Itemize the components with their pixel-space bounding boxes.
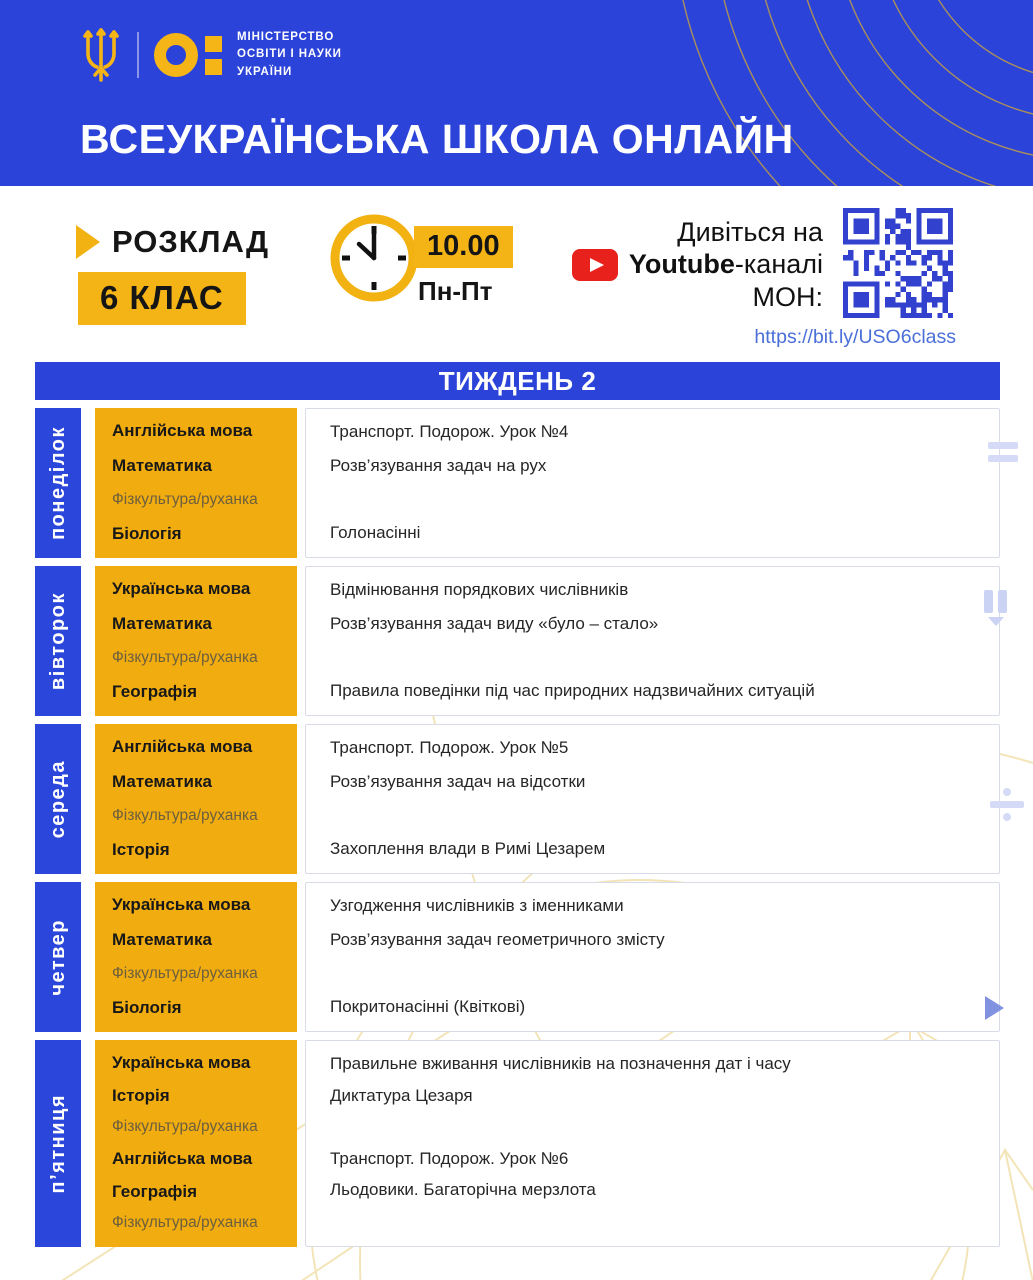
lesson-topic: Захоплення влади в Римі Цезарем xyxy=(330,838,606,858)
subject-label: Українська мова xyxy=(112,1053,251,1072)
lesson-topic: Транспорт. Подорож. Урок №4 xyxy=(330,422,569,441)
schedule-table xyxy=(35,408,1000,1247)
subject-label: Англійська мова xyxy=(112,421,253,440)
class-label: 6 КЛАС xyxy=(78,272,246,325)
clock-icon xyxy=(328,212,420,309)
time-label: 10.00 xyxy=(414,226,513,268)
subject-label: Математика xyxy=(112,771,212,791)
mon-logo-icon xyxy=(154,33,222,77)
watch-suffix: -каналі xyxy=(734,249,823,280)
youtube-icon xyxy=(572,249,618,281)
watch-text xyxy=(565,216,823,313)
subject-label: Біологія xyxy=(112,523,182,543)
lesson-topic: Покритонасінні (Квіткові) xyxy=(330,996,526,1016)
subject-label: Фізкультура/руханка xyxy=(112,648,258,666)
lesson-topic: Диктатура Цезаря xyxy=(330,1085,473,1105)
lesson-topic: Відмінювання порядкових числівників xyxy=(330,580,629,599)
subject-label: Історія xyxy=(112,1085,170,1105)
subject-label: Математика xyxy=(112,929,212,949)
subject-box xyxy=(95,566,297,716)
qr-code xyxy=(843,208,953,318)
subject-label: Фізкультура/руханка xyxy=(112,490,258,508)
lesson-topic: Транспорт. Подорож. Урок №6 xyxy=(330,1148,569,1168)
lesson-topic xyxy=(330,805,981,825)
subject-label: Українська мова xyxy=(112,895,251,914)
watch-line3: МОН: xyxy=(752,281,823,312)
day-block xyxy=(35,882,1000,1032)
subject-label: Географія xyxy=(112,681,198,701)
time-group xyxy=(414,226,513,307)
subject-label: Англійська мова xyxy=(112,1149,253,1169)
subject-label: Фізкультура/руханка xyxy=(112,1118,258,1136)
day-block xyxy=(35,724,1000,874)
subject-label: Англійська мова xyxy=(112,737,253,756)
subject-box xyxy=(95,408,297,558)
topic-box xyxy=(305,724,1000,874)
subject-label: Історія xyxy=(112,839,170,859)
days-range-label: Пн-Пт xyxy=(418,276,493,306)
topic-box xyxy=(305,566,1000,716)
topic-box xyxy=(305,1040,1000,1247)
ministry-line: ОСВІТИ І НАУКИ xyxy=(237,48,342,61)
lesson-topic xyxy=(330,1212,981,1232)
subject-box xyxy=(95,1040,297,1247)
header-banner xyxy=(0,0,1033,186)
ministry-logo xyxy=(80,26,342,84)
week-banner: ТИЖДЕНЬ 2 xyxy=(35,362,1000,400)
subject-label: Математика xyxy=(112,455,212,475)
subject-label: Українська мова xyxy=(112,579,251,598)
logo-divider xyxy=(137,32,139,78)
lesson-topic: Узгодження числівників з іменниками xyxy=(330,896,624,915)
day-block xyxy=(35,1040,1000,1247)
lesson-topic: Розв’язування задач на відсотки xyxy=(330,771,586,791)
lesson-topic: Розв’язування задач виду «було – стало» xyxy=(330,613,659,633)
topic-box xyxy=(305,408,1000,558)
ministry-line: МІНІСТЕРСТВО xyxy=(237,31,335,44)
subject-box xyxy=(95,882,297,1032)
youtube-channel-link[interactable]: https://bit.ly/USO6class xyxy=(754,326,956,348)
lesson-topic: Правильне вживання числівників на позначення дат і часу xyxy=(330,1054,791,1073)
trident-icon xyxy=(80,26,122,84)
topic-box xyxy=(305,882,1000,1032)
day-label: середа xyxy=(35,724,81,874)
day-block xyxy=(35,566,1000,716)
subject-label: Фізкультура/руханка xyxy=(112,964,258,982)
schedule-group xyxy=(76,224,269,325)
subject-label: Фізкультура/руханка xyxy=(112,1214,258,1232)
day-block xyxy=(35,408,1000,558)
watch-line1: Дивіться на xyxy=(677,217,823,247)
lesson-topic: Розв’язування задач геометричного змісту xyxy=(330,929,665,949)
info-band xyxy=(0,186,1033,362)
lesson-topic: Правила поведінки під час природних надзвичайних ситуацій xyxy=(330,680,815,700)
lesson-topic xyxy=(330,963,981,983)
subject-label: Математика xyxy=(112,613,212,633)
subject-box xyxy=(95,724,297,874)
watch-youtube: Youtube xyxy=(628,249,735,280)
ministry-line: УКРАЇНИ xyxy=(237,65,293,78)
lesson-topic xyxy=(330,489,981,509)
day-label: п’ятниця xyxy=(35,1040,81,1247)
lesson-topic xyxy=(330,1117,981,1137)
subject-label: Біологія xyxy=(112,997,182,1017)
day-label: четвер xyxy=(35,882,81,1032)
lesson-topic: Льодовики. Багаторічна мерзлота xyxy=(330,1180,596,1200)
day-label: вівторок xyxy=(35,566,81,716)
ministry-name xyxy=(237,29,342,81)
subject-label: Географія xyxy=(112,1181,198,1201)
page-title: ВСЕУКРАЇНСЬКА ШКОЛА ОНЛАЙН xyxy=(80,116,794,162)
lesson-topic: Транспорт. Подорож. Урок №5 xyxy=(330,738,569,757)
lesson-topic xyxy=(330,647,981,667)
schedule-label: РОЗКЛАД xyxy=(112,224,270,259)
lesson-topic: Розв’язування задач на рух xyxy=(330,455,547,475)
arrow-right-icon xyxy=(76,225,100,259)
day-label: понеділок xyxy=(35,408,81,558)
subject-label: Фізкультура/руханка xyxy=(112,806,258,824)
lesson-topic: Голонасінні xyxy=(330,522,421,542)
